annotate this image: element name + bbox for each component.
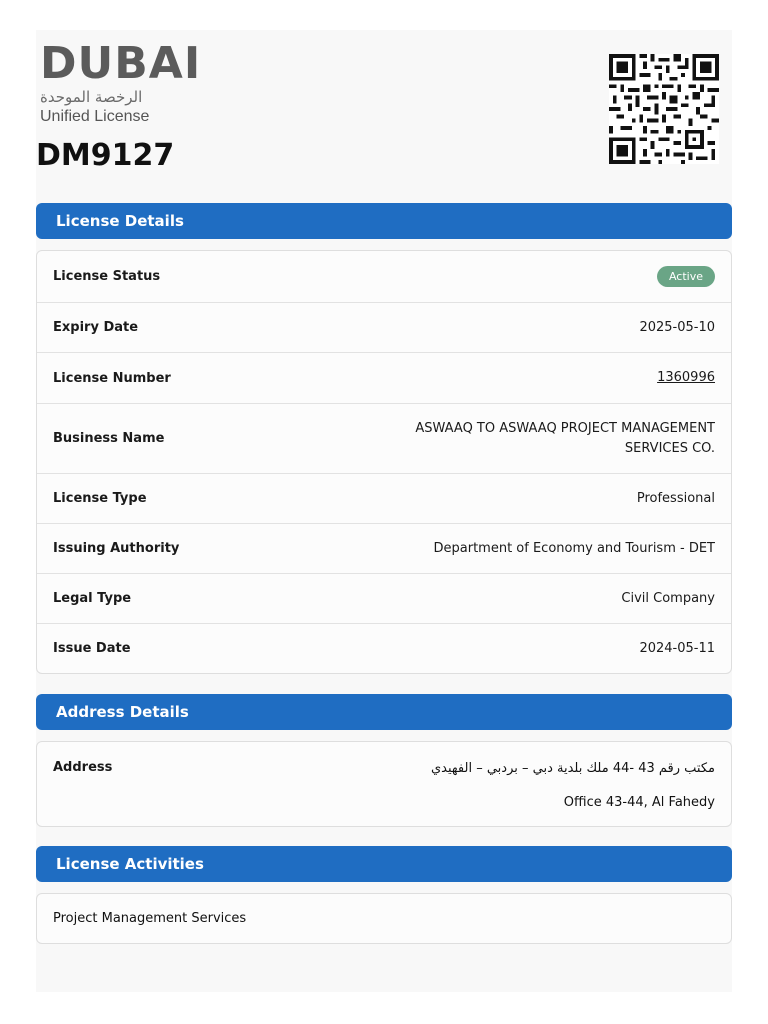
business-name-value: [415, 419, 715, 459]
issue-date-value: 2024-05-11: [639, 640, 715, 656]
license-details-header: License Details: [36, 203, 732, 239]
legal-type-value: Civil Company: [621, 590, 715, 606]
license-status-label: License Status: [53, 269, 161, 284]
address-details-header: Address Details: [36, 694, 732, 730]
license-type-label: License Type: [53, 491, 147, 506]
row-business-name: [37, 404, 731, 474]
license-number-link[interactable]: 1360996: [657, 370, 715, 385]
row-license-type: [37, 474, 731, 524]
dubai-logo: [40, 38, 202, 127]
business-name-label: Business Name: [53, 431, 165, 446]
address-row: [37, 742, 731, 826]
license-number-label: License Number: [53, 370, 171, 386]
expiry-date-label: Expiry Date: [53, 320, 139, 335]
row-expiry-date: [37, 303, 731, 353]
address-label: Address: [53, 760, 113, 775]
logo-word: DUBAI: [40, 38, 202, 89]
row-legal-type: [37, 574, 731, 624]
business-name-line2: SERVICES CO.: [624, 440, 715, 456]
license-activities-header: License Activities: [36, 846, 732, 882]
qr-code-icon[interactable]: [606, 54, 722, 164]
row-license-status: [37, 251, 731, 303]
logo-english-text: Unified License: [40, 108, 150, 125]
license-details-card: [36, 250, 732, 674]
logo-arabic-text: الرخصة الموحدة: [40, 88, 143, 106]
address-values: [431, 760, 715, 812]
license-activities-card: [36, 893, 732, 944]
business-name-line1: ASWAAQ TO ASWAAQ PROJECT MANAGEMENT: [415, 420, 715, 436]
row-license-number: [37, 353, 731, 404]
status-badge: Active: [657, 266, 715, 287]
issuing-authority-value: Department of Economy and Tourism - DET: [433, 540, 715, 556]
address-english: Office 43-44, Al Fahedy: [563, 795, 715, 810]
license-code: DM9127: [36, 138, 175, 173]
license-type-value: Professional: [636, 490, 715, 506]
row-issuing-authority: [37, 524, 731, 574]
address-details-card: [36, 741, 732, 827]
address-arabic: مكتب رقم 43 -44 ملك بلدية دبي – بردبي – الفهيدي: [431, 761, 715, 776]
row-issue-date: [37, 624, 731, 673]
license-header: [36, 30, 732, 190]
activity-item: Project Management Services: [53, 911, 247, 926]
legal-type-label: Legal Type: [53, 591, 132, 606]
issue-date-label: Issue Date: [53, 641, 131, 656]
expiry-date-value: 2025-05-10: [639, 319, 715, 335]
issuing-authority-label: Issuing Authority: [53, 541, 180, 556]
